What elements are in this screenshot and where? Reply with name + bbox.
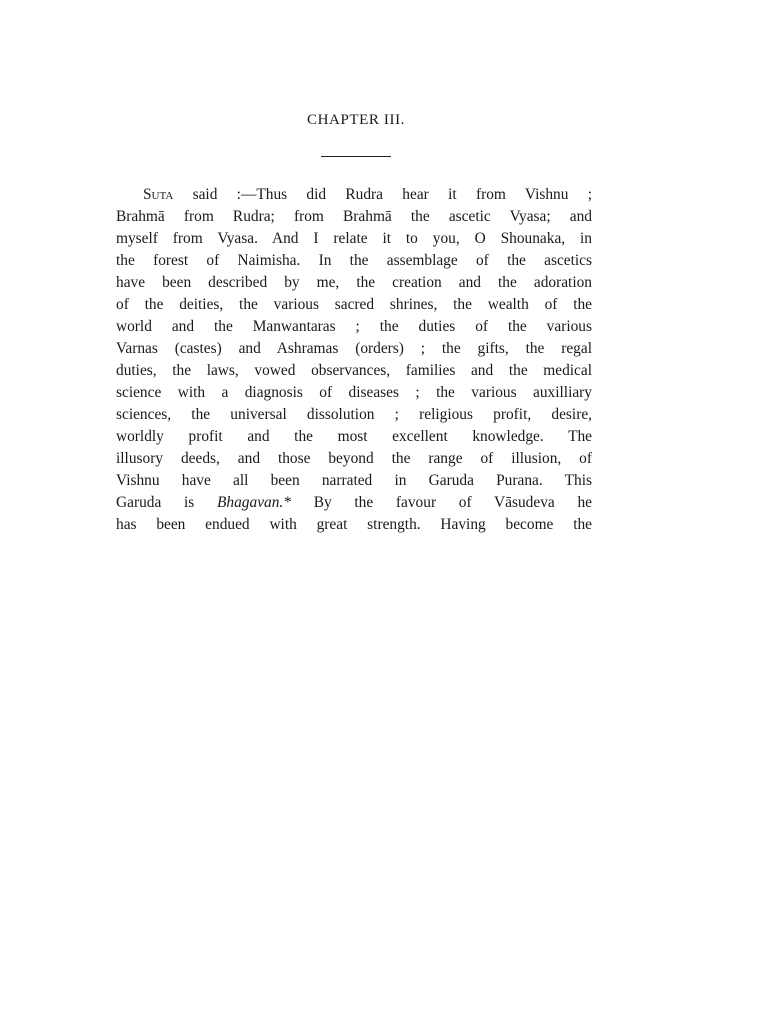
text-line: Garuda is Bhagavan.* By the favour of Vāsudeva he: [116, 494, 592, 511]
text-line: Vishnu have all been narrated in Garuda Purana. This: [116, 472, 592, 489]
text-line: science with a diagnosis of diseases ; the various auxilliary: [116, 384, 592, 401]
lead-word: Suta: [143, 186, 174, 203]
text-line: the forest of Naimisha. In the assemblage of the ascetics: [116, 252, 592, 269]
chapter-title: CHAPTER III.: [306, 112, 406, 128]
body-paragraph: [116, 184, 592, 536]
text-line: Brahmā from Rudra; from Brahmā the ascetic Vyasa; and: [116, 208, 592, 225]
text-line: sciences, the universal dissolution ; religious profit, desire,: [116, 406, 592, 423]
text-line: worldly profit and the most excellent knowledge. The: [116, 428, 592, 445]
text-line: myself from Vyasa. And I relate it to you, O Shounaka, in: [116, 230, 592, 247]
text-line: world and the Manwantaras ; the duties of the various: [116, 318, 592, 335]
text-line: has been endued with great strength. Having become the: [116, 516, 592, 533]
text-line: Varnas (castes) and Ashramas (orders) ; the gifts, the regal: [116, 340, 592, 357]
text-line: illusory deeds, and those beyond the range of illusion, of: [116, 450, 592, 467]
text-line: of the deities, the various sacred shrines, the wealth of the: [116, 296, 592, 313]
title-divider: [321, 156, 391, 157]
emphasis-bhagavan: Bhagavan.*: [217, 494, 291, 511]
text-line: duties, the laws, vowed observances, families and the medical: [116, 362, 592, 379]
text-line: have been described by me, the creation and the adoration: [116, 274, 592, 291]
text-line: Suta said :—Thus did Rudra hear it from Vishnu ;: [143, 186, 592, 203]
